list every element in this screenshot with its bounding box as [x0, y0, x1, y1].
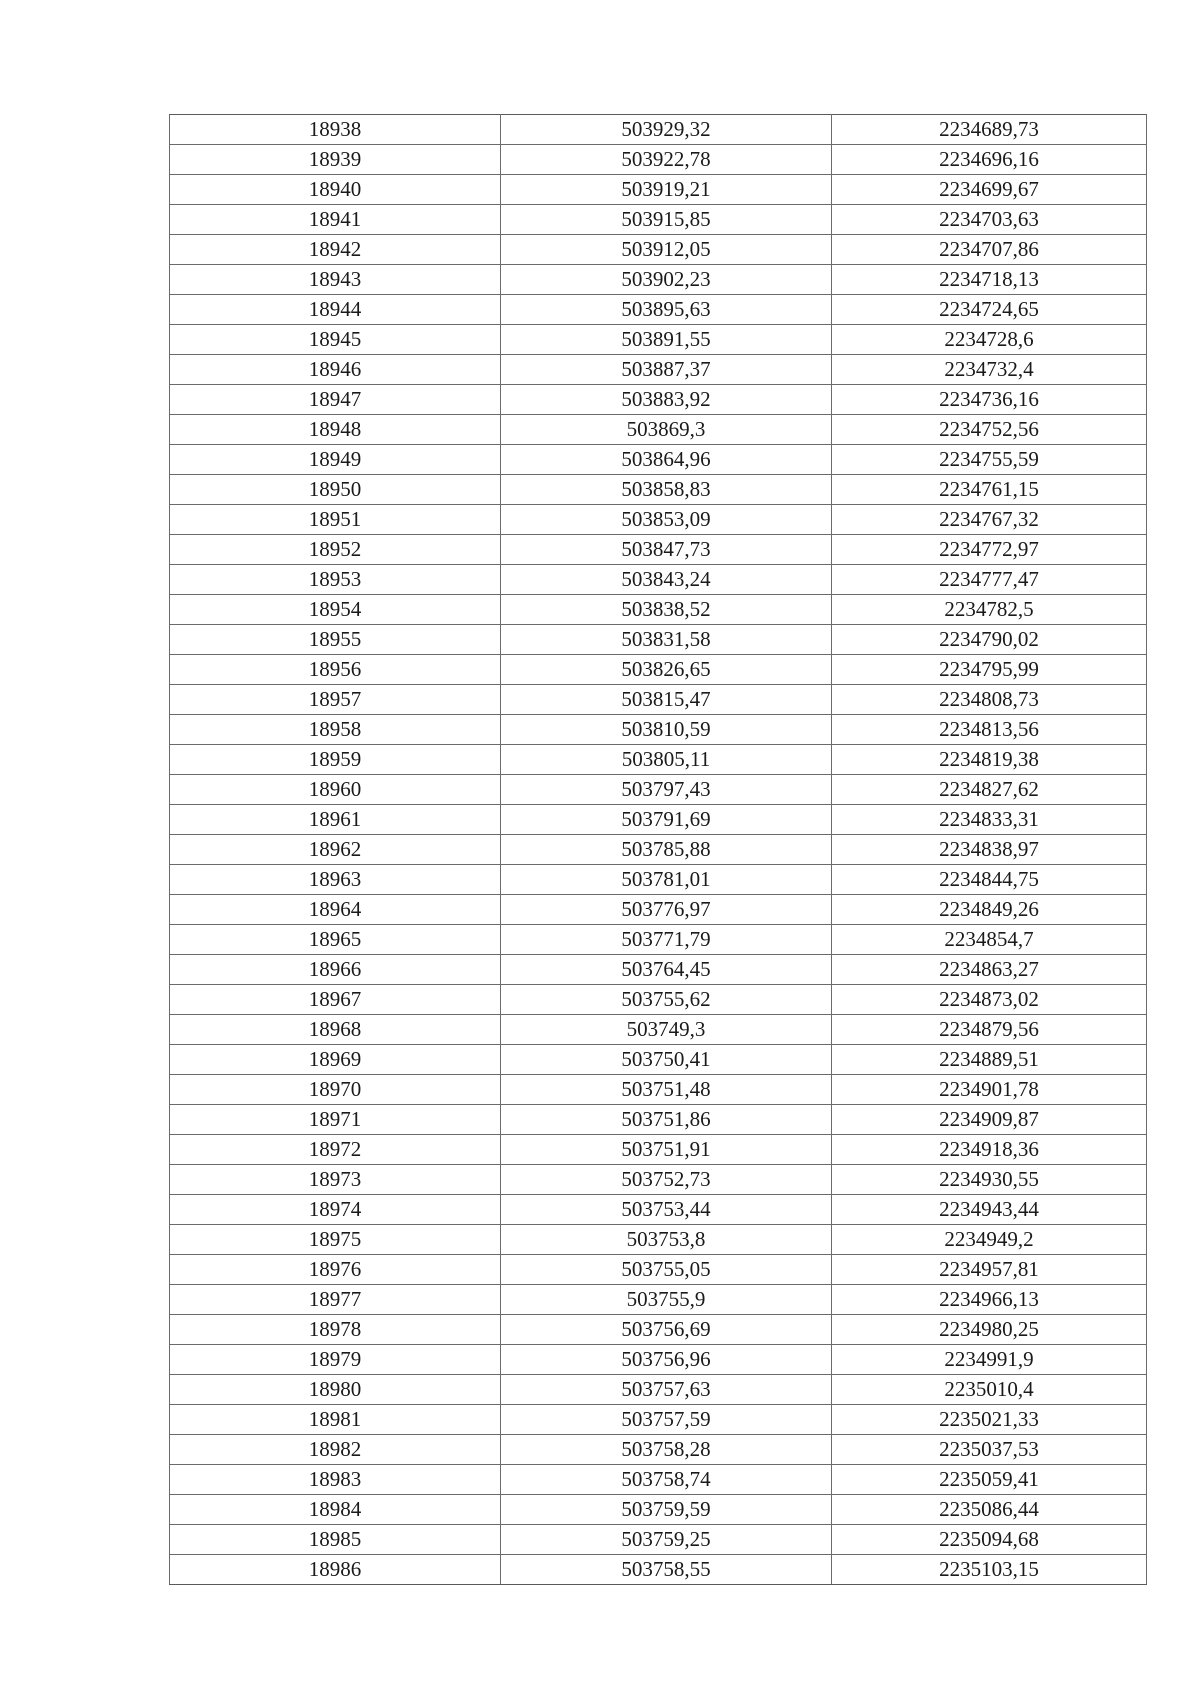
y-coordinate-cell: 2234980,25 — [832, 1315, 1147, 1345]
coordinates-table — [169, 114, 1147, 1585]
table-row — [170, 1015, 1147, 1045]
point-number-cell: 18982 — [170, 1435, 501, 1465]
table-row — [170, 1375, 1147, 1405]
x-coordinate-cell: 503887,37 — [501, 355, 832, 385]
table-row — [170, 205, 1147, 235]
table-row — [170, 1555, 1147, 1585]
table-row — [170, 865, 1147, 895]
table-row — [170, 565, 1147, 595]
y-coordinate-cell: 2235021,33 — [832, 1405, 1147, 1435]
point-number-cell: 18965 — [170, 925, 501, 955]
table-row — [170, 685, 1147, 715]
x-coordinate-cell: 503831,58 — [501, 625, 832, 655]
point-number-cell: 18948 — [170, 415, 501, 445]
y-coordinate-cell: 2234966,13 — [832, 1285, 1147, 1315]
x-coordinate-cell: 503902,23 — [501, 265, 832, 295]
y-coordinate-cell: 2234790,02 — [832, 625, 1147, 655]
point-number-cell: 18943 — [170, 265, 501, 295]
table-row — [170, 895, 1147, 925]
y-coordinate-cell: 2234901,78 — [832, 1075, 1147, 1105]
table-row — [170, 1525, 1147, 1555]
x-coordinate-cell: 503751,91 — [501, 1135, 832, 1165]
y-coordinate-cell: 2234777,47 — [832, 565, 1147, 595]
table-row — [170, 235, 1147, 265]
table-row — [170, 445, 1147, 475]
x-coordinate-cell: 503891,55 — [501, 325, 832, 355]
y-coordinate-cell: 2234703,63 — [832, 205, 1147, 235]
y-coordinate-cell: 2235094,68 — [832, 1525, 1147, 1555]
point-number-cell: 18968 — [170, 1015, 501, 1045]
point-number-cell: 18983 — [170, 1465, 501, 1495]
point-number-cell: 18976 — [170, 1255, 501, 1285]
x-coordinate-cell: 503815,47 — [501, 685, 832, 715]
table-row — [170, 1465, 1147, 1495]
table-row — [170, 985, 1147, 1015]
x-coordinate-cell: 503912,05 — [501, 235, 832, 265]
table-row — [170, 535, 1147, 565]
point-number-cell: 18962 — [170, 835, 501, 865]
table-row — [170, 475, 1147, 505]
y-coordinate-cell: 2234819,38 — [832, 745, 1147, 775]
x-coordinate-cell: 503776,97 — [501, 895, 832, 925]
table-row — [170, 835, 1147, 865]
y-coordinate-cell: 2234943,44 — [832, 1195, 1147, 1225]
x-coordinate-cell: 503864,96 — [501, 445, 832, 475]
table-row — [170, 775, 1147, 805]
x-coordinate-cell: 503847,73 — [501, 535, 832, 565]
point-number-cell: 18950 — [170, 475, 501, 505]
point-number-cell: 18969 — [170, 1045, 501, 1075]
x-coordinate-cell: 503838,52 — [501, 595, 832, 625]
table-row — [170, 1075, 1147, 1105]
table-row — [170, 655, 1147, 685]
y-coordinate-cell: 2234732,4 — [832, 355, 1147, 385]
point-number-cell: 18967 — [170, 985, 501, 1015]
x-coordinate-cell: 503895,63 — [501, 295, 832, 325]
y-coordinate-cell: 2234761,15 — [832, 475, 1147, 505]
point-number-cell: 18953 — [170, 565, 501, 595]
table-row — [170, 325, 1147, 355]
point-number-cell: 18949 — [170, 445, 501, 475]
y-coordinate-cell: 2234813,56 — [832, 715, 1147, 745]
table-row — [170, 355, 1147, 385]
x-coordinate-cell: 503752,73 — [501, 1165, 832, 1195]
table-row — [170, 415, 1147, 445]
x-coordinate-cell: 503858,83 — [501, 475, 832, 505]
x-coordinate-cell: 503749,3 — [501, 1015, 832, 1045]
table-row — [170, 1225, 1147, 1255]
point-number-cell: 18941 — [170, 205, 501, 235]
x-coordinate-cell: 503929,32 — [501, 115, 832, 145]
table-row — [170, 805, 1147, 835]
x-coordinate-cell: 503751,48 — [501, 1075, 832, 1105]
x-coordinate-cell: 503883,92 — [501, 385, 832, 415]
point-number-cell: 18977 — [170, 1285, 501, 1315]
point-number-cell: 18952 — [170, 535, 501, 565]
y-coordinate-cell: 2234772,97 — [832, 535, 1147, 565]
table-row — [170, 505, 1147, 535]
y-coordinate-cell: 2234991,9 — [832, 1345, 1147, 1375]
y-coordinate-cell: 2234949,2 — [832, 1225, 1147, 1255]
point-number-cell: 18945 — [170, 325, 501, 355]
x-coordinate-cell: 503922,78 — [501, 145, 832, 175]
point-number-cell: 18979 — [170, 1345, 501, 1375]
x-coordinate-cell: 503753,8 — [501, 1225, 832, 1255]
point-number-cell: 18966 — [170, 955, 501, 985]
y-coordinate-cell: 2234879,56 — [832, 1015, 1147, 1045]
point-number-cell: 18963 — [170, 865, 501, 895]
table-row — [170, 715, 1147, 745]
point-number-cell: 18971 — [170, 1105, 501, 1135]
y-coordinate-cell: 2234707,86 — [832, 235, 1147, 265]
table-row — [170, 1435, 1147, 1465]
point-number-cell: 18984 — [170, 1495, 501, 1525]
point-number-cell: 18944 — [170, 295, 501, 325]
y-coordinate-cell: 2234838,97 — [832, 835, 1147, 865]
y-coordinate-cell: 2234689,73 — [832, 115, 1147, 145]
y-coordinate-cell: 2234873,02 — [832, 985, 1147, 1015]
y-coordinate-cell: 2234930,55 — [832, 1165, 1147, 1195]
table-row — [170, 1045, 1147, 1075]
y-coordinate-cell: 2234782,5 — [832, 595, 1147, 625]
point-number-cell: 18970 — [170, 1075, 501, 1105]
x-coordinate-cell: 503753,44 — [501, 1195, 832, 1225]
coordinates-table-body — [170, 115, 1147, 1585]
x-coordinate-cell: 503869,3 — [501, 415, 832, 445]
y-coordinate-cell: 2234752,56 — [832, 415, 1147, 445]
y-coordinate-cell: 2235086,44 — [832, 1495, 1147, 1525]
table-row — [170, 1195, 1147, 1225]
y-coordinate-cell: 2234957,81 — [832, 1255, 1147, 1285]
x-coordinate-cell: 503826,65 — [501, 655, 832, 685]
y-coordinate-cell: 2234808,73 — [832, 685, 1147, 715]
point-number-cell: 18951 — [170, 505, 501, 535]
table-row — [170, 1165, 1147, 1195]
point-number-cell: 18960 — [170, 775, 501, 805]
x-coordinate-cell: 503758,28 — [501, 1435, 832, 1465]
y-coordinate-cell: 2235059,41 — [832, 1465, 1147, 1495]
table-row — [170, 595, 1147, 625]
table-row — [170, 955, 1147, 985]
x-coordinate-cell: 503785,88 — [501, 835, 832, 865]
table-row — [170, 385, 1147, 415]
y-coordinate-cell: 2235010,4 — [832, 1375, 1147, 1405]
x-coordinate-cell: 503759,59 — [501, 1495, 832, 1525]
x-coordinate-cell: 503843,24 — [501, 565, 832, 595]
x-coordinate-cell: 503853,09 — [501, 505, 832, 535]
x-coordinate-cell: 503757,59 — [501, 1405, 832, 1435]
point-number-cell: 18957 — [170, 685, 501, 715]
y-coordinate-cell: 2234863,27 — [832, 955, 1147, 985]
point-number-cell: 18955 — [170, 625, 501, 655]
point-number-cell: 18947 — [170, 385, 501, 415]
table-row — [170, 1495, 1147, 1525]
table-row — [170, 115, 1147, 145]
point-number-cell: 18975 — [170, 1225, 501, 1255]
x-coordinate-cell: 503805,11 — [501, 745, 832, 775]
y-coordinate-cell: 2234844,75 — [832, 865, 1147, 895]
table-row — [170, 265, 1147, 295]
x-coordinate-cell: 503915,85 — [501, 205, 832, 235]
point-number-cell: 18981 — [170, 1405, 501, 1435]
x-coordinate-cell: 503757,63 — [501, 1375, 832, 1405]
table-row — [170, 295, 1147, 325]
y-coordinate-cell: 2234909,87 — [832, 1105, 1147, 1135]
y-coordinate-cell: 2234918,36 — [832, 1135, 1147, 1165]
x-coordinate-cell: 503759,25 — [501, 1525, 832, 1555]
x-coordinate-cell: 503756,69 — [501, 1315, 832, 1345]
x-coordinate-cell: 503919,21 — [501, 175, 832, 205]
y-coordinate-cell: 2234827,62 — [832, 775, 1147, 805]
table-row — [170, 925, 1147, 955]
table-row — [170, 1405, 1147, 1435]
table-row — [170, 1105, 1147, 1135]
point-number-cell: 18986 — [170, 1555, 501, 1585]
point-number-cell: 18938 — [170, 115, 501, 145]
point-number-cell: 18946 — [170, 355, 501, 385]
table-row — [170, 1315, 1147, 1345]
y-coordinate-cell: 2235103,15 — [832, 1555, 1147, 1585]
point-number-cell: 18942 — [170, 235, 501, 265]
y-coordinate-cell: 2234833,31 — [832, 805, 1147, 835]
point-number-cell: 18964 — [170, 895, 501, 925]
point-number-cell: 18940 — [170, 175, 501, 205]
y-coordinate-cell: 2234755,59 — [832, 445, 1147, 475]
point-number-cell: 18939 — [170, 145, 501, 175]
y-coordinate-cell: 2235037,53 — [832, 1435, 1147, 1465]
table-row — [170, 625, 1147, 655]
x-coordinate-cell: 503750,41 — [501, 1045, 832, 1075]
point-number-cell: 18954 — [170, 595, 501, 625]
x-coordinate-cell: 503764,45 — [501, 955, 832, 985]
x-coordinate-cell: 503781,01 — [501, 865, 832, 895]
y-coordinate-cell: 2234889,51 — [832, 1045, 1147, 1075]
x-coordinate-cell: 503755,9 — [501, 1285, 832, 1315]
table-row — [170, 1345, 1147, 1375]
y-coordinate-cell: 2234724,65 — [832, 295, 1147, 325]
y-coordinate-cell: 2234728,6 — [832, 325, 1147, 355]
y-coordinate-cell: 2234767,32 — [832, 505, 1147, 535]
y-coordinate-cell: 2234699,67 — [832, 175, 1147, 205]
x-coordinate-cell: 503758,74 — [501, 1465, 832, 1495]
point-number-cell: 18959 — [170, 745, 501, 775]
table-row — [170, 1285, 1147, 1315]
y-coordinate-cell: 2234736,16 — [832, 385, 1147, 415]
y-coordinate-cell: 2234718,13 — [832, 265, 1147, 295]
y-coordinate-cell: 2234854,7 — [832, 925, 1147, 955]
point-number-cell: 18958 — [170, 715, 501, 745]
x-coordinate-cell: 503755,05 — [501, 1255, 832, 1285]
y-coordinate-cell: 2234696,16 — [832, 145, 1147, 175]
table-row — [170, 145, 1147, 175]
table-row — [170, 745, 1147, 775]
y-coordinate-cell: 2234795,99 — [832, 655, 1147, 685]
table-row — [170, 175, 1147, 205]
point-number-cell: 18972 — [170, 1135, 501, 1165]
y-coordinate-cell: 2234849,26 — [832, 895, 1147, 925]
table-row — [170, 1255, 1147, 1285]
x-coordinate-cell: 503756,96 — [501, 1345, 832, 1375]
x-coordinate-cell: 503755,62 — [501, 985, 832, 1015]
point-number-cell: 18974 — [170, 1195, 501, 1225]
x-coordinate-cell: 503810,59 — [501, 715, 832, 745]
point-number-cell: 18980 — [170, 1375, 501, 1405]
point-number-cell: 18985 — [170, 1525, 501, 1555]
x-coordinate-cell: 503751,86 — [501, 1105, 832, 1135]
point-number-cell: 18978 — [170, 1315, 501, 1345]
x-coordinate-cell: 503758,55 — [501, 1555, 832, 1585]
point-number-cell: 18956 — [170, 655, 501, 685]
point-number-cell: 18973 — [170, 1165, 501, 1195]
x-coordinate-cell: 503797,43 — [501, 775, 832, 805]
point-number-cell: 18961 — [170, 805, 501, 835]
table-row — [170, 1135, 1147, 1165]
x-coordinate-cell: 503791,69 — [501, 805, 832, 835]
x-coordinate-cell: 503771,79 — [501, 925, 832, 955]
